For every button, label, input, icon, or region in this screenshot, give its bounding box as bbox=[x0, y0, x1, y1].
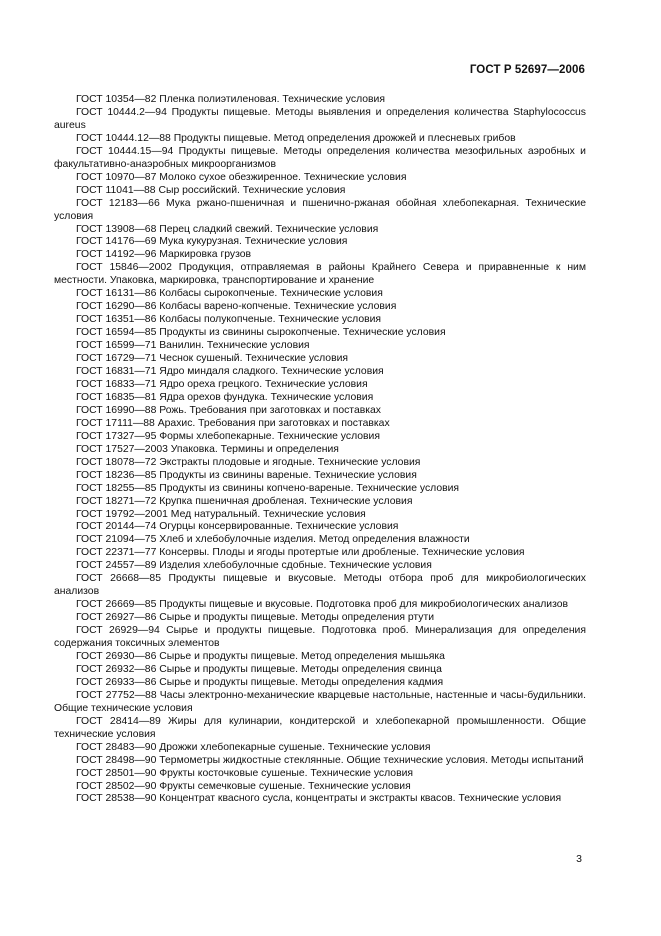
reference-item: ГОСТ 16729—71 Чеснок сушеный. Технические условия bbox=[76, 353, 349, 365]
reference-item: ГОСТ 21094—75 Хлеб и хлебобулочные изделия. Метод определения влажности bbox=[76, 534, 470, 546]
reference-item: ГОСТ 16131—86 Колбасы сырокопченые. Технические условия bbox=[76, 288, 383, 300]
reference-item: ГОСТ 22371—77 Консервы. Плоды и ягоды протертые или дробленые. Технические условия bbox=[76, 547, 525, 559]
reference-item: ГОСТ 28498—90 Термометры жидкостные стеклянные. Общие технические условия. Методы испытаний bbox=[76, 754, 584, 766]
reference-item: ГОСТ 12183—66 Мука ржано-пшеничная и пшенично-ржаная обойная хлебопекарная. Технические условия bbox=[54, 197, 586, 222]
reference-item: ГОСТ 18255—85 Продукты из свинины копчено-вареные. Технические условия bbox=[76, 482, 460, 494]
reference-item: ГОСТ 10444.15—94 Продукты пищевые. Методы определения количества мезофильных аэробных и факультативно-анаэробных микроорганизмов bbox=[54, 145, 586, 170]
reference-item: ГОСТ 26929—94 Сырье и продукты пищевые. Подготовка проб. Минерализация для определения содержания токсичных элементов bbox=[54, 625, 586, 650]
reference-item: ГОСТ 18271—72 Крупка пшеничная дробленая. Технические условия bbox=[76, 495, 413, 507]
reference-item: ГОСТ 10444.12—88 Продукты пищевые. Метод определения дрожжей и плесневых грибов bbox=[76, 132, 516, 144]
reference-item: ГОСТ 28501—90 Фрукты косточковые сушеные. Технические условия bbox=[76, 767, 414, 779]
reference-item: ГОСТ 16831—71 Ядро миндаля сладкого. Технические условия bbox=[76, 366, 384, 378]
normative-references-list bbox=[54, 94, 586, 806]
reference-item: ГОСТ 14192—96 Маркировка грузов bbox=[76, 249, 252, 261]
reference-item: ГОСТ 28483—90 Дрожжи хлебопекарные сушеные. Технические условия bbox=[76, 741, 431, 753]
reference-item: ГОСТ 26927—86 Сырье и продукты пищевые. Методы определения ртути bbox=[76, 612, 435, 624]
reference-item: ГОСТ 28502—90 Фрукты семечковые сушеные. Технические условия bbox=[76, 780, 411, 792]
document-header: ГОСТ Р 52697—2006 bbox=[469, 64, 585, 76]
reference-item: ГОСТ 17327—95 Формы хлебопекарные. Технические условия bbox=[76, 430, 380, 442]
reference-item: ГОСТ 17527—2003 Упаковка. Термины и определения bbox=[76, 443, 339, 455]
reference-item: ГОСТ 26668—85 Продукты пищевые и вкусовые. Методы отбора проб для микробиологических анализов bbox=[54, 573, 586, 598]
reference-item: ГОСТ 17111—88 Арахис. Требования при заготовках и поставках bbox=[76, 417, 390, 429]
reference-item: ГОСТ 13908—68 Перец сладкий свежий. Технические условия bbox=[76, 223, 379, 235]
reference-item: ГОСТ 15846—2002 Продукция, отправляемая в районы Крайнего Севера и приравненные к ним местности. Упаковка, маркировка, транспортирование и хранение bbox=[54, 262, 586, 287]
reference-item: ГОСТ 26932—86 Сырье и продукты пищевые. Методы определения свинца bbox=[76, 663, 442, 675]
page-number: 3 bbox=[576, 853, 582, 865]
reference-item: ГОСТ 19792—2001 Мед натуральный. Технические условия bbox=[76, 508, 366, 520]
reference-item: ГОСТ 24557—89 Изделия хлебобулочные сдобные. Технические условия bbox=[76, 560, 432, 572]
reference-item: ГОСТ 16835—81 Ядра орехов фундука. Технические условия bbox=[76, 391, 374, 403]
reference-item: ГОСТ 26669—85 Продукты пищевые и вкусовые. Подготовка проб для микробиологических анализов bbox=[76, 599, 569, 611]
reference-item: ГОСТ 28538—90 Концентрат квасного сусла, концентраты и экстракты квасов. Технические условия bbox=[76, 793, 562, 805]
reference-item: ГОСТ 26930—86 Сырье и продукты пищевые. Метод определения мышьяка bbox=[76, 650, 445, 662]
reference-item: ГОСТ 16594—85 Продукты из свинины сырокопченые. Технические условия bbox=[76, 327, 446, 339]
reference-item: ГОСТ 18236—85 Продукты из свинины вареные. Технические условия bbox=[76, 469, 417, 481]
reference-item: ГОСТ 16351—86 Колбасы полукопченые. Технические условия bbox=[76, 314, 382, 326]
reference-item: ГОСТ 16833—71 Ядро ореха грецкого. Технические условия bbox=[76, 378, 368, 390]
reference-item: ГОСТ 10970—87 Молоко сухое обезжиренное. Технические условия bbox=[76, 171, 407, 183]
reference-item: ГОСТ 26933—86 Сырье и продукты пищевые. Методы определения кадмия bbox=[76, 676, 444, 688]
reference-item: ГОСТ 10354—82 Пленка полиэтиленовая. Технические условия bbox=[76, 94, 385, 105]
reference-item: ГОСТ 14176—69 Мука кукурузная. Технические условия bbox=[76, 236, 348, 248]
reference-item: ГОСТ 11041—88 Сыр российский. Технические условия bbox=[76, 184, 346, 196]
reference-item: ГОСТ 16599—71 Ванилин. Технические условия bbox=[76, 340, 310, 352]
reference-item: ГОСТ 27752—88 Часы электронно-механические кварцевые настольные, настенные и часы-будильники. Общие технические условия bbox=[54, 689, 586, 714]
reference-item: ГОСТ 18078—72 Экстракты плодовые и ягодные. Технические условия bbox=[76, 456, 421, 468]
reference-item: ГОСТ 10444.2—94 Продукты пищевые. Методы выявления и определения количества Staphylococcus aureus bbox=[54, 106, 586, 131]
reference-item: ГОСТ 16990—88 Рожь. Требования при заготовках и поставках bbox=[76, 404, 381, 416]
reference-item: ГОСТ 20144—74 Огурцы консервированные. Технические условия bbox=[76, 521, 399, 533]
reference-item: ГОСТ 28414—89 Жиры для кулинарии, кондитерской и хлебопекарной промышленности. Общие технические условия bbox=[54, 715, 586, 740]
reference-item: ГОСТ 16290—86 Колбасы варено-копченые. Технические условия bbox=[76, 301, 397, 313]
